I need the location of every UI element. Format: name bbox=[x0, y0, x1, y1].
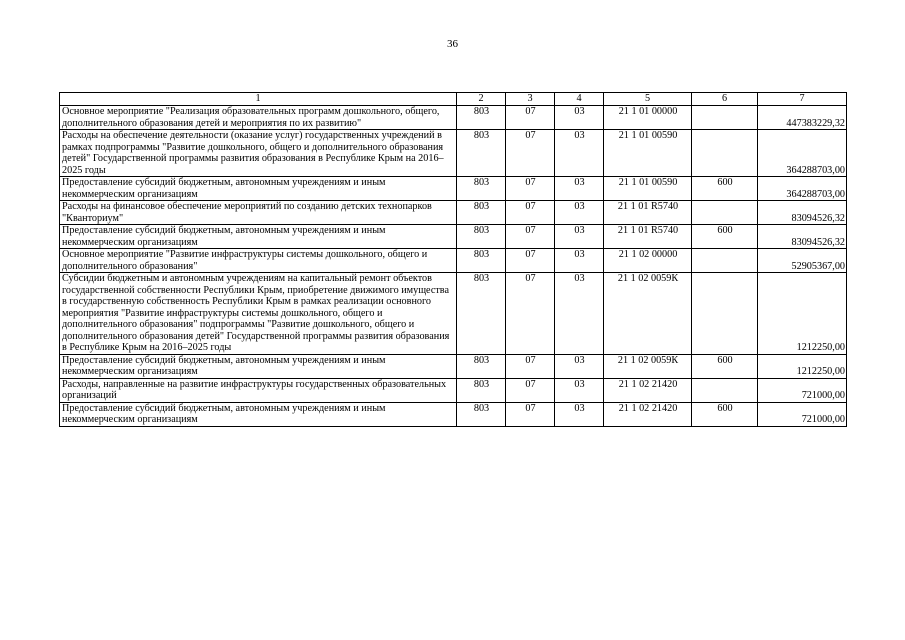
row-code-5: 21 1 02 21420 bbox=[604, 378, 692, 402]
row-description: Основное мероприятие "Реализация образовательных программ дошкольного, общего, дополнительного образования детей и мероприятия по их развитию" bbox=[60, 106, 457, 130]
row-code-4: 03 bbox=[555, 249, 604, 273]
row-code-2: 803 bbox=[457, 402, 506, 426]
row-code-3: 07 bbox=[506, 402, 555, 426]
row-code-6 bbox=[692, 249, 758, 273]
row-code-6 bbox=[692, 201, 758, 225]
row-amount: 721000,00 bbox=[758, 378, 847, 402]
row-description: Предоставление субсидий бюджетным, автономным учреждениям и иным некоммерческим организациям bbox=[60, 225, 457, 249]
table-row bbox=[60, 402, 847, 426]
row-code-2: 803 bbox=[457, 378, 506, 402]
row-amount: 447383229,32 bbox=[758, 106, 847, 130]
row-code-4: 03 bbox=[555, 177, 604, 201]
row-code-4: 03 bbox=[555, 201, 604, 225]
header-cell-6: 6 bbox=[692, 93, 758, 106]
row-description: Предоставление субсидий бюджетным, автономным учреждениям и иным некоммерческим организациям bbox=[60, 354, 457, 378]
row-amount: 83094526,32 bbox=[758, 225, 847, 249]
row-description: Основное мероприятие "Развитие инфраструктуры системы дошкольного, общего и дополнительного образования" bbox=[60, 249, 457, 273]
table-row bbox=[60, 201, 847, 225]
table-row bbox=[60, 354, 847, 378]
row-code-3: 07 bbox=[506, 249, 555, 273]
row-code-3: 07 bbox=[506, 177, 555, 201]
row-code-6: 600 bbox=[692, 225, 758, 249]
row-description: Расходы, направленные на развитие инфраструктуры государственных образовательных организаций bbox=[60, 378, 457, 402]
header-cell-7: 7 bbox=[758, 93, 847, 106]
row-code-2: 803 bbox=[457, 177, 506, 201]
budget-table bbox=[59, 92, 847, 427]
row-code-6 bbox=[692, 378, 758, 402]
row-amount: 1212250,00 bbox=[758, 354, 847, 378]
row-amount: 364288703,00 bbox=[758, 177, 847, 201]
row-code-2: 803 bbox=[457, 225, 506, 249]
header-cell-4: 4 bbox=[555, 93, 604, 106]
row-code-3: 07 bbox=[506, 273, 555, 355]
row-code-4: 03 bbox=[555, 106, 604, 130]
row-description: Предоставление субсидий бюджетным, автономным учреждениям и иным некоммерческим организациям bbox=[60, 177, 457, 201]
row-code-2: 803 bbox=[457, 249, 506, 273]
row-code-4: 03 bbox=[555, 273, 604, 355]
row-description: Предоставление субсидий бюджетным, автономным учреждениям и иным некоммерческим организациям bbox=[60, 402, 457, 426]
row-code-2: 803 bbox=[457, 354, 506, 378]
header-cell-2: 2 bbox=[457, 93, 506, 106]
row-description: Расходы на финансовое обеспечение мероприятий по созданию детских технопарков "Кванториум" bbox=[60, 201, 457, 225]
row-code-4: 03 bbox=[555, 130, 604, 177]
row-code-6 bbox=[692, 130, 758, 177]
row-code-2: 803 bbox=[457, 201, 506, 225]
row-code-2: 803 bbox=[457, 130, 506, 177]
row-code-6: 600 bbox=[692, 402, 758, 426]
table-row bbox=[60, 249, 847, 273]
row-code-5: 21 1 01 00590 bbox=[604, 130, 692, 177]
row-code-2: 803 bbox=[457, 273, 506, 355]
table-header-row bbox=[60, 93, 847, 106]
page-number: 36 bbox=[447, 38, 458, 50]
table-row bbox=[60, 130, 847, 177]
row-code-3: 07 bbox=[506, 354, 555, 378]
row-code-6 bbox=[692, 106, 758, 130]
row-amount: 83094526,32 bbox=[758, 201, 847, 225]
row-amount: 721000,00 bbox=[758, 402, 847, 426]
header-cell-3: 3 bbox=[506, 93, 555, 106]
row-code-5: 21 1 01 R5740 bbox=[604, 201, 692, 225]
row-code-4: 03 bbox=[555, 378, 604, 402]
row-code-3: 07 bbox=[506, 201, 555, 225]
row-code-6 bbox=[692, 273, 758, 355]
row-code-4: 03 bbox=[555, 354, 604, 378]
row-description: Субсидии бюджетным и автономным учреждениям на капитальный ремонт объектов государственной собственности Республики Крым, приобретение движимого имущества в государственную собственность Республики Крым в рамках реализации основного мероприятия "Развитие инфраструктуры системы дошкольного, общего и дополнительного образования" подпрограммы "Развитие дошкольного, общего и дополнительного образования детей" Государственной программы развития образования в Республике Крым на 2016–2025 годы bbox=[60, 273, 457, 355]
row-code-5: 21 1 01 00000 bbox=[604, 106, 692, 130]
header-cell-5: 5 bbox=[604, 93, 692, 106]
row-code-5: 21 1 02 00000 bbox=[604, 249, 692, 273]
row-code-3: 07 bbox=[506, 106, 555, 130]
row-amount: 364288703,00 bbox=[758, 130, 847, 177]
row-code-4: 03 bbox=[555, 402, 604, 426]
row-code-5: 21 1 02 0059К bbox=[604, 354, 692, 378]
row-amount: 1212250,00 bbox=[758, 273, 847, 355]
row-code-3: 07 bbox=[506, 225, 555, 249]
table-row bbox=[60, 177, 847, 201]
table-row bbox=[60, 273, 847, 355]
table-row bbox=[60, 225, 847, 249]
row-code-3: 07 bbox=[506, 378, 555, 402]
row-amount: 52905367,00 bbox=[758, 249, 847, 273]
row-code-5: 21 1 02 21420 bbox=[604, 402, 692, 426]
row-code-5: 21 1 01 R5740 bbox=[604, 225, 692, 249]
row-code-5: 21 1 01 00590 bbox=[604, 177, 692, 201]
row-code-4: 03 bbox=[555, 225, 604, 249]
row-code-6: 600 bbox=[692, 354, 758, 378]
header-cell-1: 1 bbox=[60, 93, 457, 106]
row-code-5: 21 1 02 0059К bbox=[604, 273, 692, 355]
row-code-2: 803 bbox=[457, 106, 506, 130]
row-code-6: 600 bbox=[692, 177, 758, 201]
row-code-3: 07 bbox=[506, 130, 555, 177]
table-row bbox=[60, 106, 847, 130]
row-description: Расходы на обеспечение деятельности (оказание услуг) государственных учреждений в рамках подпрограммы "Развитие дошкольного, общего и дополнительного образования детей" Государственной программы развития образования в Республике Крым на 2016–2025 годы bbox=[60, 130, 457, 177]
table-row bbox=[60, 378, 847, 402]
